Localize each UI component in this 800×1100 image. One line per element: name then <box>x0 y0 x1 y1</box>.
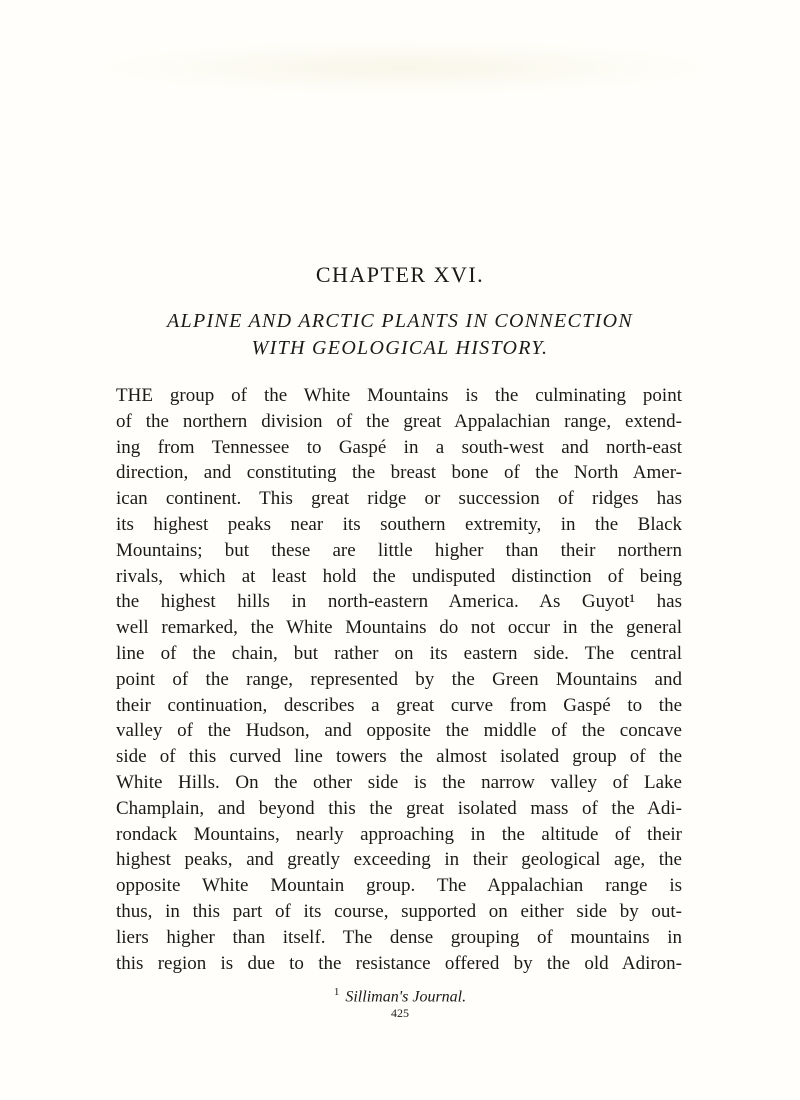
text-line: ican continent. This great ridge or succession of ridges has <box>116 488 682 510</box>
text-line: ing from Tennessee to Gaspé in a south-west and north-east <box>116 436 682 458</box>
text-line: direction, and constituting the breast bone of the North Amer- <box>116 462 682 484</box>
text-line: Champlain, and beyond this the great isolated mass of the Adi- <box>116 797 682 819</box>
text-line: their continuation, describes a great curve from Gaspé to the <box>116 694 682 716</box>
text-line: thus, in this part of its course, supported on either side by out- <box>116 900 682 922</box>
text-line: of the northern division of the great Appalachian range, extend- <box>116 410 682 432</box>
footnote <box>0 986 800 1006</box>
text-line: the highest hills in north-eastern America. As Guyot¹ has <box>116 591 682 613</box>
text-line: valley of the Hudson, and opposite the middle of the concave <box>116 720 682 742</box>
footnote-text: Silliman's Journal. <box>345 988 467 1006</box>
text-line: side of this curved line towers the almost isolated group of the <box>116 746 682 768</box>
text-line: Mountains; but these are little higher than their northern <box>116 539 682 561</box>
text-line: rivals, which at least hold the undisputed distinction of being <box>116 565 682 587</box>
text-line: this region is due to the resistance offered by the old Adiron- <box>116 952 682 974</box>
text-line: highest peaks, and greatly exceeding in their geological age, the <box>116 849 682 871</box>
bleed-through-text <box>95 40 715 95</box>
chapter-title-line: ALPINE AND ARCTIC PLANTS IN CONNECTION <box>167 310 633 332</box>
text-line: rondack Mountains, nearly approaching in the altitude of their <box>116 823 682 845</box>
chapter-heading: CHAPTER XVI. <box>315 262 485 287</box>
text-line: opposite White Mountain group. The Appalachian range is <box>116 875 682 897</box>
chapter-title <box>100 308 700 362</box>
body-paragraph <box>116 383 682 976</box>
text-line: THE group of the White Mountains is the culminating point <box>116 385 682 406</box>
chapter-title-line: WITH GEOLOGICAL HISTORY. <box>251 337 549 359</box>
text-line: point of the range, represented by the Green Mountains and <box>116 668 682 690</box>
footnote-marker: 1 <box>333 986 340 998</box>
text-line: liers higher than itself. The dense grouping of mountains in <box>116 926 682 948</box>
text-line: its highest peaks near its southern extremity, in the Black <box>116 513 682 535</box>
text-line: line of the chain, but rather on its eastern side. The central <box>116 642 682 664</box>
text-line: well remarked, the White Mountains do not occur in the general <box>116 617 682 639</box>
text-line: White Hills. On the other side is the narrow valley of Lake <box>116 771 682 793</box>
page-number: 425 <box>391 1006 409 1020</box>
